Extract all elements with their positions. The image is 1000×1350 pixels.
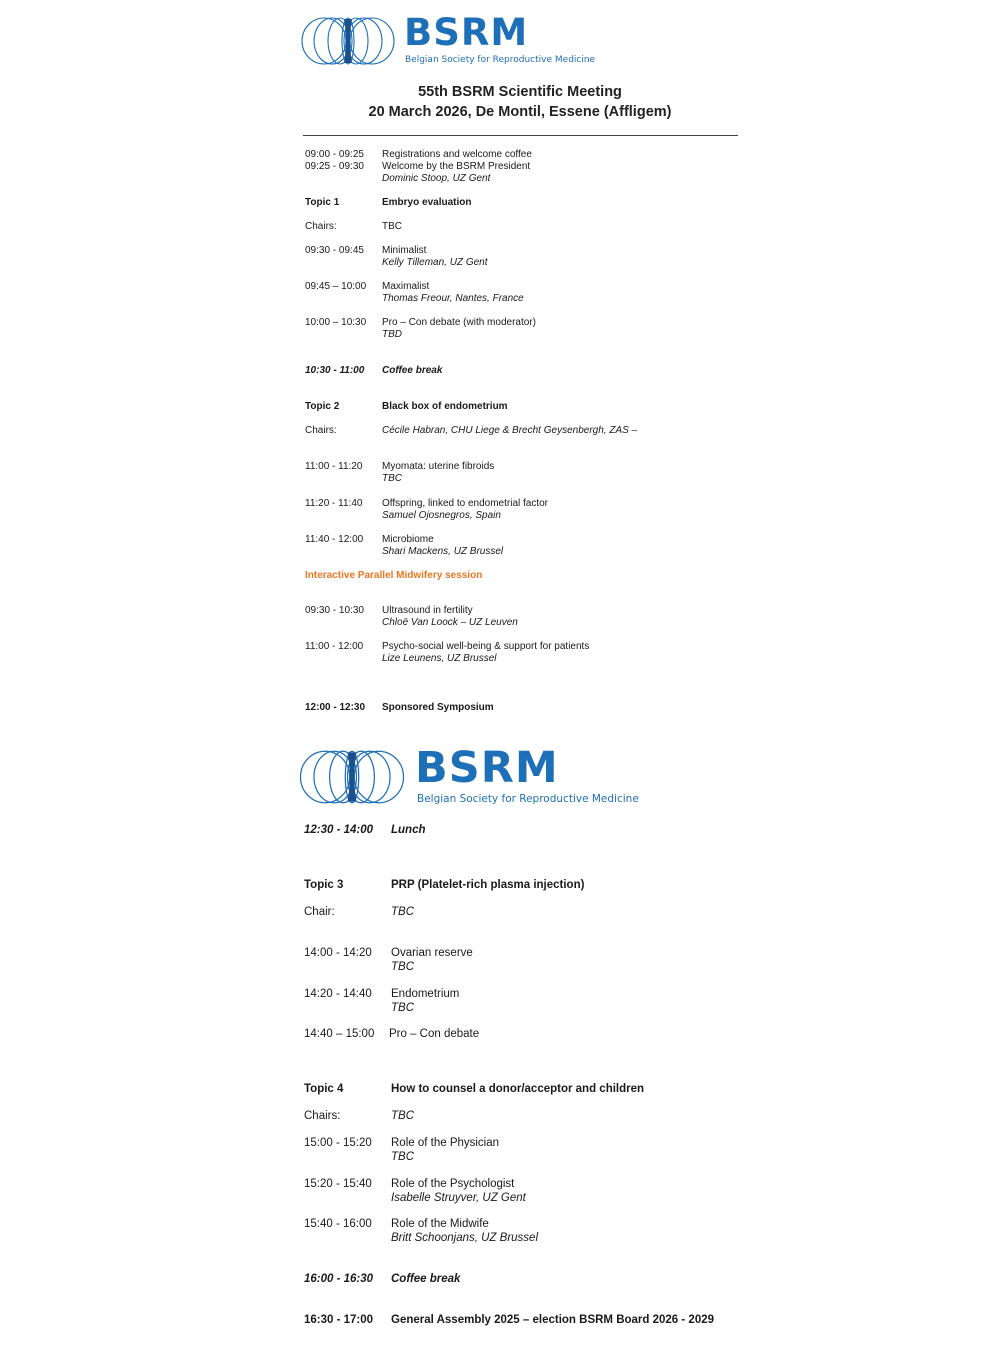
midwifery-session-heading: Interactive Parallel Midwifery session — [305, 570, 483, 581]
session-title: Ovarian reserve — [391, 947, 473, 959]
session-title: Registrations and welcome coffee — [382, 149, 532, 160]
speaker: Britt Schoonjans, UZ Brussel — [391, 1231, 539, 1244]
brand-name: BSRM — [415, 743, 559, 793]
session-title: Welcome by the BSRM President — [382, 161, 531, 172]
bsrm-logo-top — [300, 16, 396, 66]
topic-title: Embryo evaluation — [382, 197, 472, 208]
meeting-title: 55th BSRM Scientific Meeting — [418, 84, 622, 100]
speaker: TBC — [391, 960, 414, 973]
time-slot: 15:40 - 16:00 — [304, 1218, 372, 1230]
chairs-label: Chairs: — [305, 425, 337, 436]
brand-name: BSRM — [404, 11, 529, 54]
time-slot: 10:00 – 10:30 — [305, 317, 367, 328]
brand-full-name: Belgian Society for Reproductive Medicine — [405, 55, 596, 65]
session-title: Offspring, linked to endometrial factor — [382, 498, 549, 509]
session-title: Sponsored Symposium — [382, 702, 494, 713]
time-slot: 16:00 - 16:30 — [304, 1273, 374, 1285]
topic-label: Topic 2 — [305, 401, 340, 412]
time-slot: 12:30 - 14:00 — [304, 824, 374, 836]
session-title: Maximalist — [382, 281, 430, 292]
time-slot: 11:20 - 11:40 — [305, 498, 363, 509]
time-slot: 09:45 – 10:00 — [305, 281, 367, 292]
break-title: Lunch — [391, 824, 426, 836]
bsrm-logo-bottom — [298, 749, 406, 805]
time-slot: 11:40 - 12:00 — [305, 534, 364, 545]
session-title: Pro – Con debate — [389, 1028, 480, 1040]
time-slot: 09:30 - 09:45 — [305, 245, 364, 256]
meeting-date-location: 20 March 2026, De Montil, Essene (Affligem) — [368, 104, 672, 120]
chairs-value: Cécile Habran, CHU Liege & Brecht Geysenbergh, ZAS – — [382, 425, 638, 436]
brand-full-name: Belgian Society for Reproductive Medicine — [417, 793, 639, 805]
speaker: TBC — [391, 1001, 414, 1014]
topic-label: Topic 4 — [304, 1083, 344, 1095]
topic-title: Black box of endometrium — [382, 401, 508, 412]
chairs-label: Chairs: — [305, 221, 337, 232]
session-title: Psycho-social well-being & support for patients — [382, 641, 590, 652]
session-title: Role of the Psychologist — [391, 1178, 515, 1190]
speaker: TBC — [382, 473, 402, 484]
chairs-value: TBC — [391, 906, 414, 918]
time-slot: 14:00 - 14:20 — [304, 947, 372, 959]
time-slot: 09:25 - 09:30 — [305, 161, 364, 172]
speaker: Thomas Freour, Nantes, France — [382, 293, 524, 304]
time-slot: 16:30 - 17:00 — [304, 1314, 374, 1326]
speaker: Dominic Stoop, UZ Gent — [382, 173, 491, 184]
session-title: Myomata: uterine fibroids — [382, 461, 495, 472]
speaker: Shari Mackens, UZ Brussel — [382, 546, 504, 557]
break-title: Coffee break — [382, 365, 443, 376]
break-title: Coffee break — [391, 1273, 461, 1285]
session-title: Role of the Physician — [391, 1137, 500, 1149]
time-slot: 09:00 - 09:25 — [305, 149, 364, 160]
chairs-label: Chair: — [304, 906, 335, 918]
time-slot: 14:40 – 15:00 — [304, 1028, 375, 1040]
speaker: Kelly Tilleman, UZ Gent — [382, 257, 488, 268]
topic-label: Topic 1 — [305, 197, 340, 208]
time-slot: 12:00 - 12:30 — [305, 702, 366, 713]
time-slot: 15:00 - 15:20 — [304, 1137, 372, 1149]
speaker: TBC — [391, 1150, 414, 1163]
topic-title: PRP (Platelet-rich plasma injection) — [391, 879, 585, 891]
time-slot: 10:30 - 11:00 — [305, 365, 365, 376]
chairs-value: TBC — [391, 1110, 414, 1122]
time-slot: 15:20 - 15:40 — [304, 1178, 372, 1190]
topic-title: How to counsel a donor/acceptor and children — [391, 1083, 645, 1095]
session-title: Ultrasound in fertility — [382, 605, 473, 616]
speaker: TBD — [382, 329, 402, 340]
bsrm-rings-icon — [298, 749, 406, 805]
time-slot: 11:00 - 11:20 — [305, 461, 363, 472]
speaker: Lize Leunens, UZ Brussel — [382, 653, 497, 664]
session-title: Role of the Midwife — [391, 1218, 489, 1230]
chairs-label: Chairs: — [304, 1110, 341, 1122]
session-title: General Assembly 2025 – election BSRM Board 2026 - 2029 — [391, 1314, 715, 1326]
chairs-value: TBC — [382, 221, 402, 232]
speaker: Isabelle Struyver, UZ Gent — [391, 1191, 526, 1204]
header-divider — [303, 135, 738, 136]
session-title: Microbiome — [382, 534, 434, 545]
session-title: Minimalist — [382, 245, 427, 256]
topic-label: Topic 3 — [304, 879, 344, 891]
session-title: Endometrium — [391, 988, 460, 1000]
speaker: Chloë Van Loock – UZ Leuven — [382, 617, 518, 628]
time-slot: 11:00 - 12:00 — [305, 641, 364, 652]
session-title: Pro – Con debate (with moderator) — [382, 317, 536, 328]
time-slot: 09:30 - 10:30 — [305, 605, 364, 616]
speaker: Samuel Ojosnegros, Spain — [382, 510, 501, 521]
bsrm-rings-icon — [300, 16, 396, 66]
time-slot: 14:20 - 14:40 — [304, 988, 372, 1000]
